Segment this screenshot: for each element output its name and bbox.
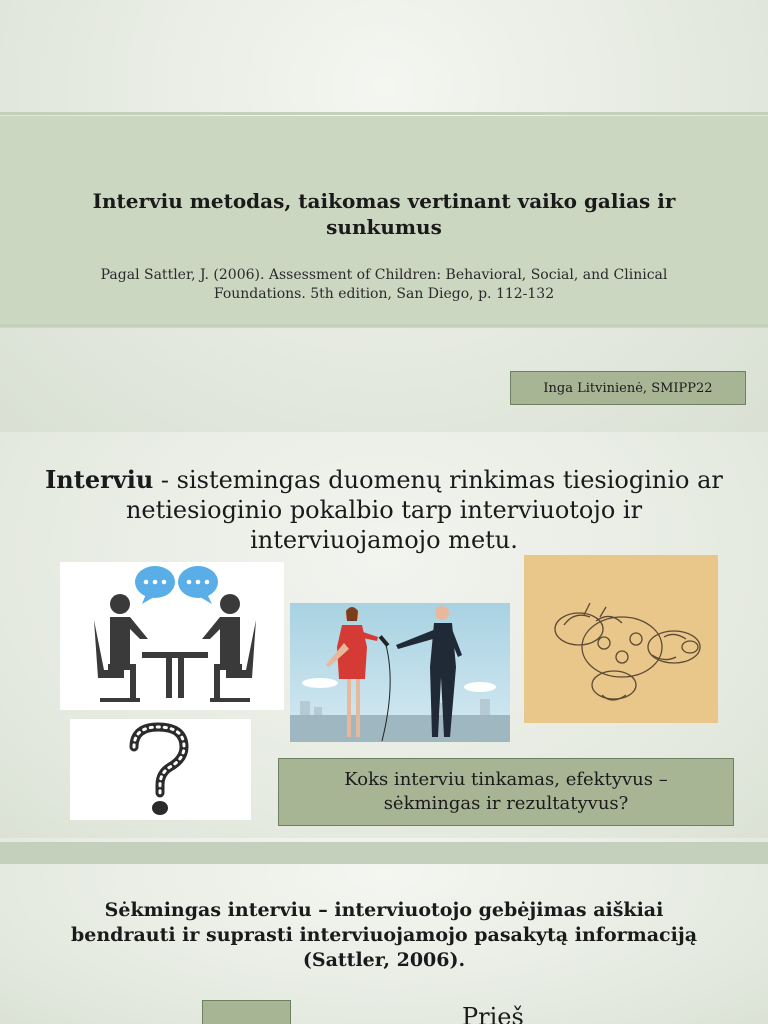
slide3-accent-box bbox=[202, 1000, 291, 1024]
definition-text bbox=[40, 465, 728, 555]
author-label: Inga Litvinienė, SMIPP22 bbox=[543, 380, 713, 396]
interview-reporter-illustration bbox=[290, 603, 510, 742]
question-box bbox=[278, 758, 734, 826]
definition-body: - sistemingas duomenų rinkimas tiesioginio ar netiesioginio pokalbio tarp interviuotojo ir interviuojamojo metu. bbox=[125, 466, 723, 554]
success-slide bbox=[0, 838, 768, 1024]
question-mark-icon bbox=[70, 719, 251, 820]
band-bottom-line bbox=[0, 324, 768, 327]
author-box bbox=[510, 371, 746, 405]
slide3-top-band bbox=[0, 842, 768, 864]
title-slide bbox=[0, 0, 768, 432]
sketch-table-drawing bbox=[524, 555, 718, 723]
definition-term: Interviu bbox=[45, 465, 154, 494]
band-top-line bbox=[0, 112, 768, 115]
slide3-partial-text: Prieš bbox=[462, 1003, 524, 1024]
slide-title: Interviu metodas, taikomas vertinant vaiko galias ir sunkumus bbox=[92, 189, 676, 239]
slide3-text: Sėkmingas interviu – interviuotojo gebėjimas aiškiai bendrauti ir suprasti interviuojamojo pasakytą informaciją (Sattler, 2006). bbox=[70, 899, 698, 971]
question-text: Koks interviu tinkamas, efektyvus – sėkmingas ir rezultatyvus? bbox=[344, 769, 668, 814]
people-at-table-icon bbox=[60, 562, 284, 710]
definition-slide bbox=[0, 432, 768, 838]
slide-subtitle: Pagal Sattler, J. (2006). Assessment of Children: Behavioral, Social, and Clinical Foundations. 5th edition, San Diego, p. 112-132 bbox=[100, 267, 668, 302]
